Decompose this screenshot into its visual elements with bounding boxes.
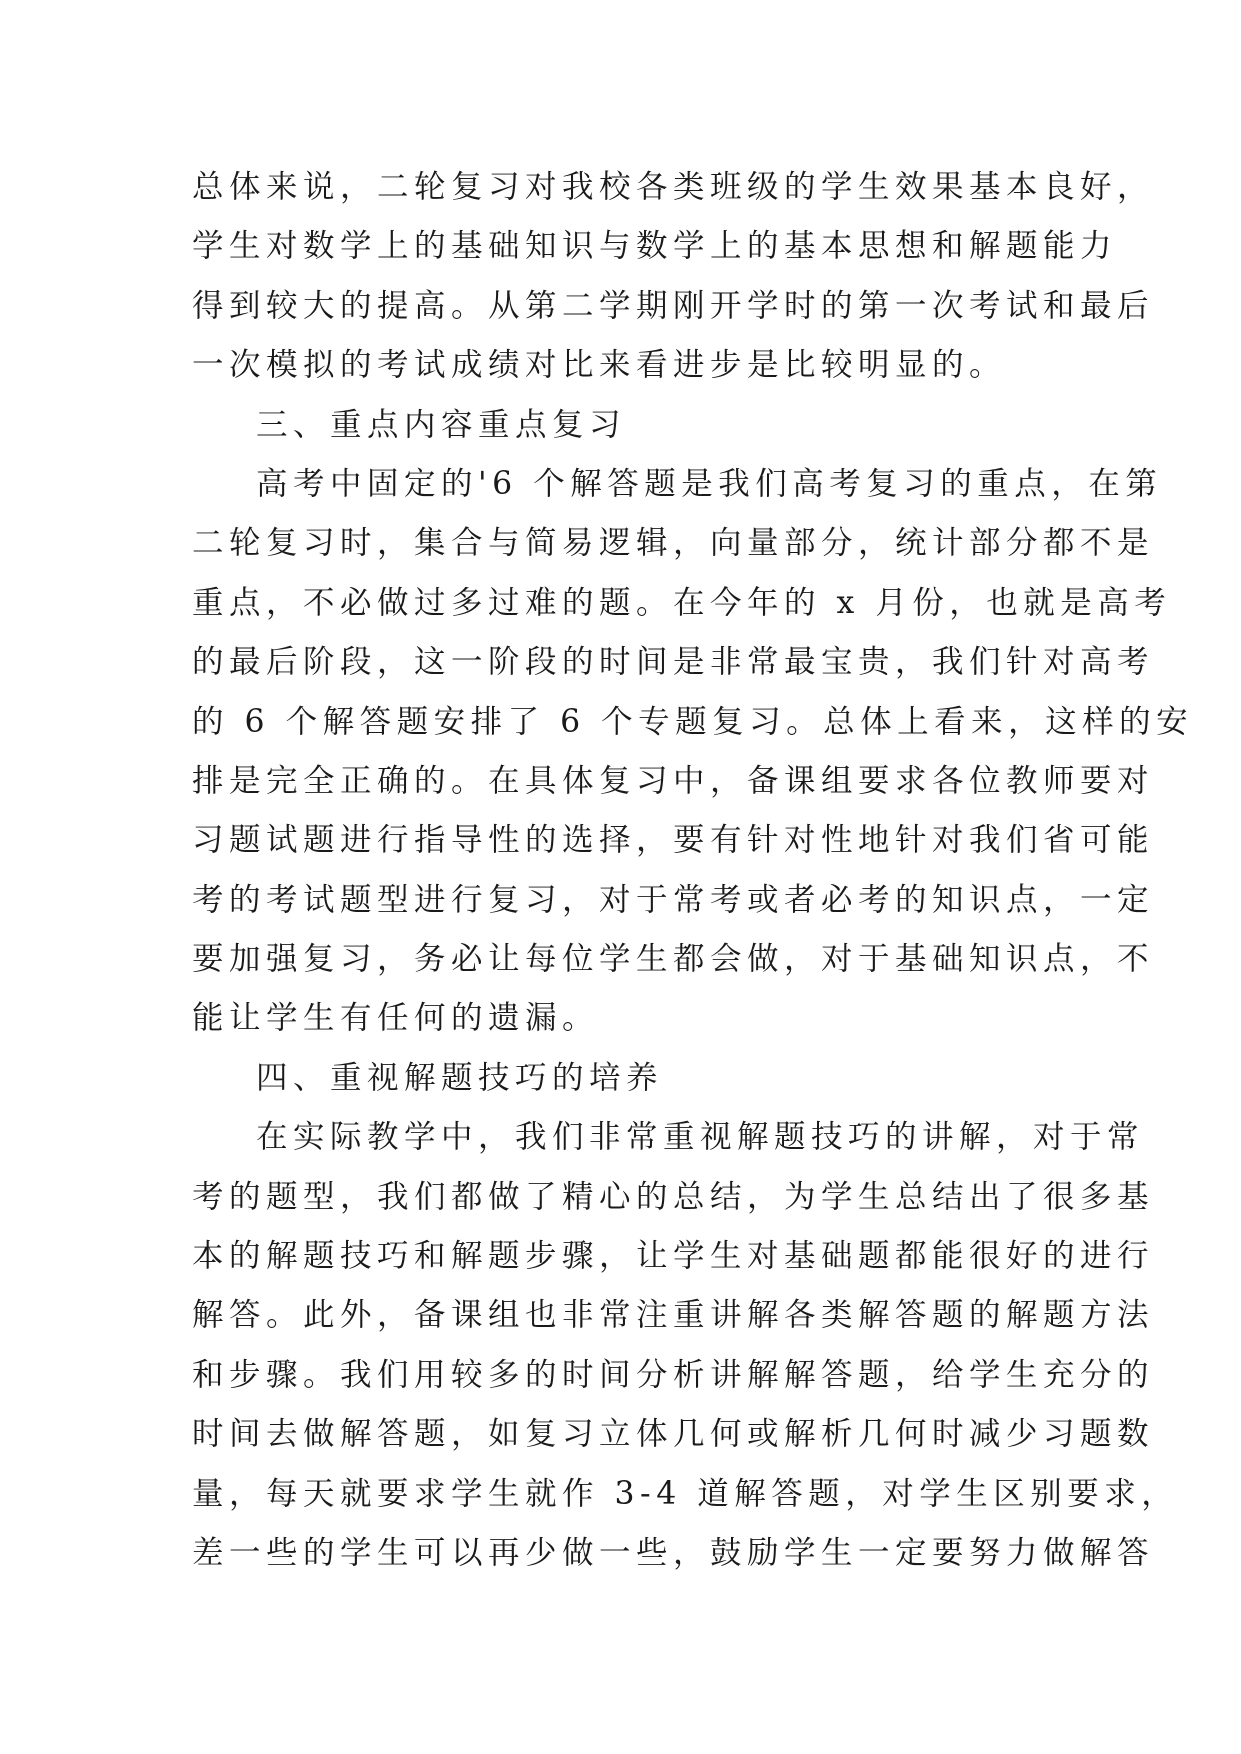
text-line: 要加强复习，务必让每位学生都会做，对于基础知识点，不 [192,941,1155,978]
text-line: 时间去做解答题，如复习立体几何或解析几何时减少习题数 [192,1416,1155,1453]
text-line: 考的题型，我们都做了精心的总结，为学生总结出了很多基 [192,1178,1155,1215]
document-body [192,158,1194,1583]
text-line: 本的解题技巧和解题步骤，让学生对基础题都能很好的进行 [192,1238,1155,1275]
text-line: 能让学生有任何的遗漏。 [192,1000,600,1037]
text-line: 学生对数学上的基础知识与数学上的基本思想和解题能力 [192,228,1118,265]
text-line: 总体来说，二轮复习对我校各类班级的学生效果基本良好， [192,169,1155,205]
text-line: 排是完全正确的。在具体复习中，备课组要求各位教师要对 [192,762,1155,799]
text-line: 和步骤。我们用较多的时间分析讲解解答题，给学生充分的 [192,1356,1155,1393]
text-line: 考的考试题型进行复习，对于常考或者必考的知识点，一定 [192,881,1155,918]
text-line: 得到较大的提高。从第二学期刚开学时的第一次考试和最后 [192,287,1155,324]
text-line: 习题试题进行指导性的选择，要有针对性地针对我们省可能 [192,822,1155,859]
text-line: 四、重视解题技巧的培养 [256,1059,664,1096]
text-line: 二轮复习时，集合与简易逻辑，向量部分，统计部分都不是 [192,525,1155,562]
text-line: 三、重点内容重点复习 [256,406,627,443]
text-line: 的 6 个解答题安排了 6 个专题复习。总体上看来，这样的安 [192,703,1194,740]
text-line: 量，每天就要求学生就作 3-4 道解答题，对学生区别要求， [192,1475,1179,1512]
text-line: 在实际教学中，我们非常重视解题技巧的讲解，对于常 [256,1119,1145,1156]
text-line: 高考中固定的'6 个解答题是我们高考复习的重点，在第 [256,465,1163,502]
text-line: 一次模拟的考试成绩对比来看进步是比较明显的。 [192,347,1007,384]
text-line: 差一些的学生可以再少做一些，鼓励学生一定要努力做解答 [192,1534,1155,1571]
text-line: 解答。此外，备课组也非常注重讲解各类解答题的解题方法 [192,1297,1155,1334]
text-line: 的最后阶段，这一阶段的时间是非常最宝贵，我们针对高考 [192,644,1155,681]
text-line: 重点，不必做过多过难的题。在今年的 x 月份，也就是高考 [192,584,1172,621]
